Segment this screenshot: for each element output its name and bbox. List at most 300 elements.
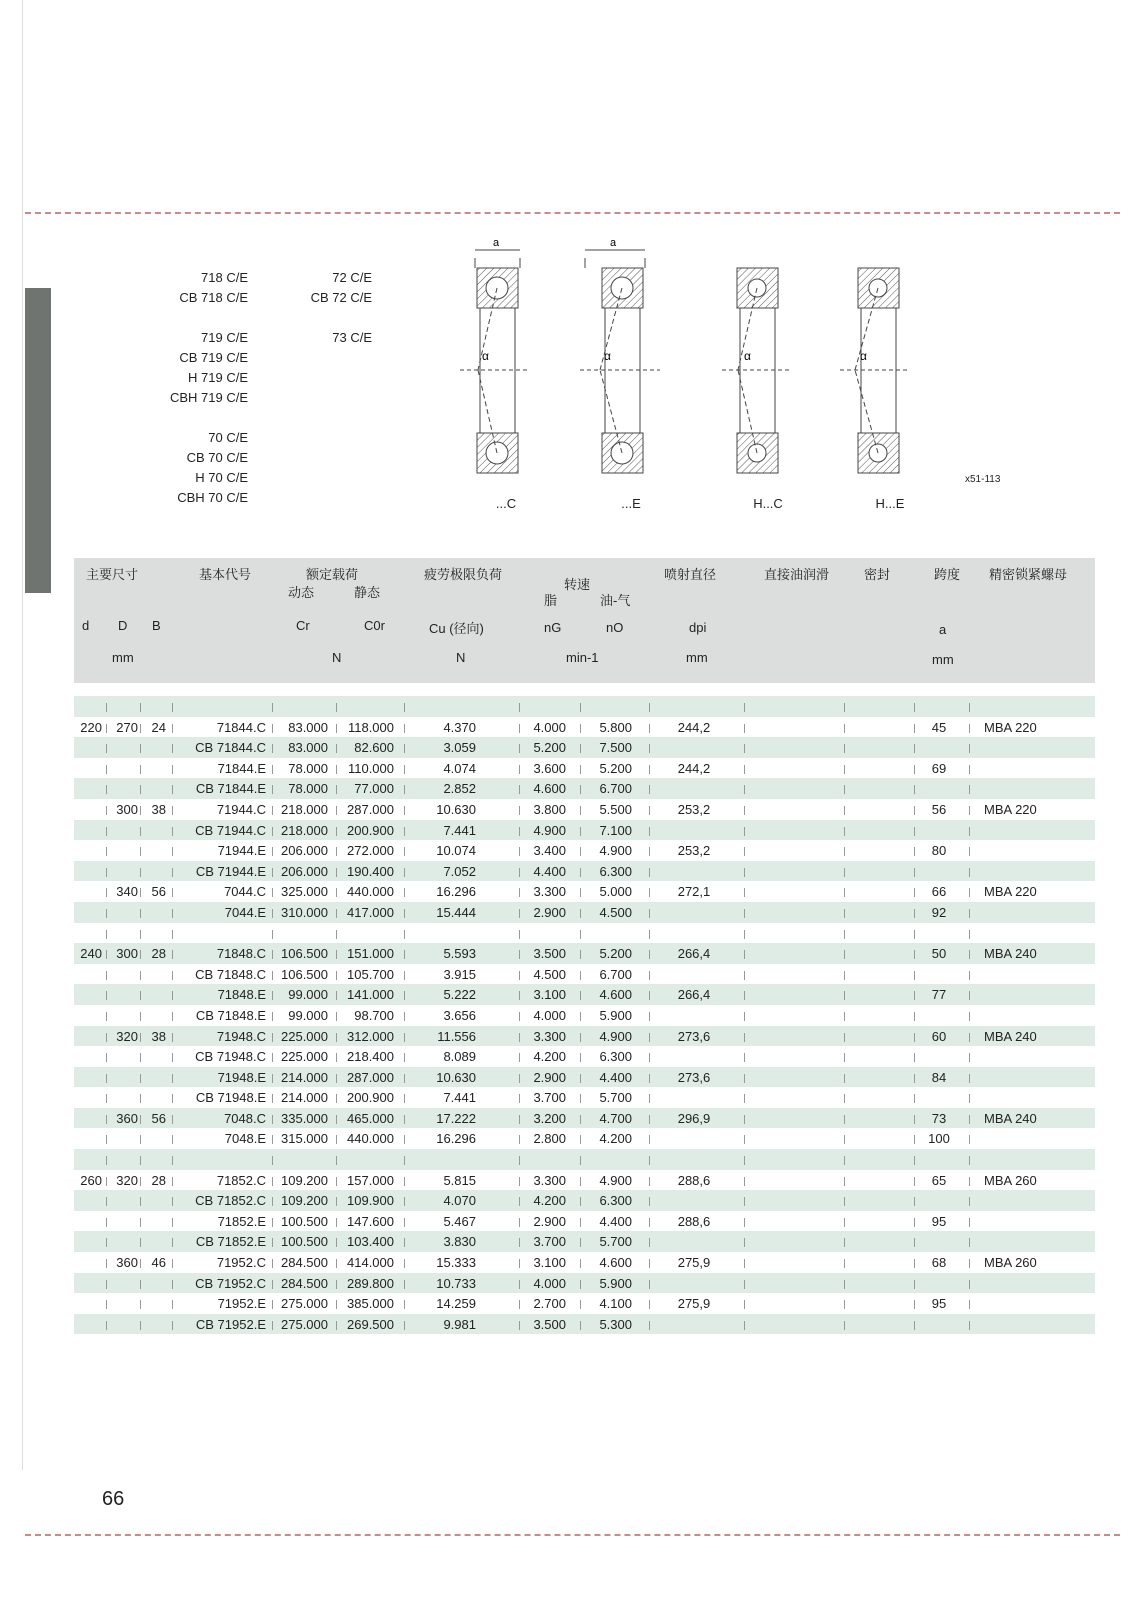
column-tick xyxy=(336,785,337,794)
diagram-label-hc: H...C xyxy=(753,496,783,511)
hdr-unit-min: min-1 xyxy=(566,650,599,665)
cell-a: 65 xyxy=(931,1172,947,1188)
series-item: CB 70 C/E xyxy=(186,450,248,465)
column-tick xyxy=(914,1074,915,1083)
hdr-spray-dia: 喷射直径 xyxy=(664,567,717,582)
column-tick xyxy=(744,1321,745,1330)
cell-a: 45 xyxy=(931,719,947,735)
column-tick xyxy=(272,1156,273,1165)
column-tick xyxy=(140,868,141,877)
cell-cr: 275.000 xyxy=(281,1296,328,1312)
cell-no: 5.300 xyxy=(599,1316,632,1332)
column-tick xyxy=(649,1053,650,1062)
cell-ng: 4.000 xyxy=(533,1275,566,1291)
column-tick xyxy=(336,1321,337,1330)
column-tick xyxy=(649,1115,650,1124)
column-tick xyxy=(744,1053,745,1062)
hdr-a: a xyxy=(939,622,947,637)
cell-cr: 206.000 xyxy=(281,863,328,879)
cell-D: 270 xyxy=(116,719,138,735)
column-tick xyxy=(969,1012,970,1021)
cell-ng: 2.700 xyxy=(533,1296,566,1312)
column-tick xyxy=(844,991,845,1000)
cell-cr: 78.000 xyxy=(288,760,328,776)
column-tick xyxy=(744,765,745,774)
column-tick xyxy=(404,930,405,939)
column-tick xyxy=(969,1300,970,1309)
cell-cr: 83.000 xyxy=(288,719,328,735)
cell-cu: 10.630 xyxy=(436,801,476,817)
column-tick xyxy=(519,950,520,959)
bearing-table xyxy=(74,696,1095,1334)
cell-code: CB 71844.E xyxy=(195,781,266,797)
column-tick xyxy=(140,724,141,733)
cell-cr: 109.200 xyxy=(281,1172,328,1188)
cell-no: 6.700 xyxy=(599,966,632,982)
table-row xyxy=(74,820,1095,841)
column-tick xyxy=(649,1074,650,1083)
cell-D: 300 xyxy=(116,801,138,817)
bearing-diagrams xyxy=(460,238,1020,488)
column-tick xyxy=(106,765,107,774)
column-tick xyxy=(969,909,970,918)
column-tick xyxy=(580,1115,581,1124)
cell-c0r: 289.800 xyxy=(347,1275,394,1291)
column-tick xyxy=(844,1300,845,1309)
cell-cu: 8.089 xyxy=(443,1049,476,1065)
column-tick xyxy=(172,888,173,897)
column-tick xyxy=(336,1218,337,1227)
column-tick xyxy=(404,1238,405,1247)
column-tick xyxy=(172,930,173,939)
column-tick xyxy=(914,1177,915,1186)
bearing-diagram-c xyxy=(460,250,530,473)
table-row xyxy=(74,1046,1095,1067)
cell-c0r: 109.900 xyxy=(347,1193,394,1209)
bearing-diagram-hc xyxy=(722,268,790,473)
column-tick xyxy=(744,724,745,733)
column-tick xyxy=(914,703,915,712)
column-tick xyxy=(580,1053,581,1062)
cell-no: 4.700 xyxy=(599,1110,632,1126)
column-tick xyxy=(106,785,107,794)
column-tick xyxy=(519,744,520,753)
column-tick xyxy=(140,1321,141,1330)
column-tick xyxy=(519,765,520,774)
cell-cu: 10.074 xyxy=(436,843,476,859)
column-tick xyxy=(969,703,970,712)
cell-ng: 4.200 xyxy=(533,1049,566,1065)
cell-no: 6.300 xyxy=(599,1193,632,1209)
column-tick xyxy=(649,1012,650,1021)
table-row xyxy=(74,964,1095,985)
cell-D: 360 xyxy=(116,1110,138,1126)
cell-c0r: 105.700 xyxy=(347,966,394,982)
column-tick xyxy=(172,1197,173,1206)
cell-ng: 3.100 xyxy=(533,1255,566,1271)
table-row xyxy=(74,737,1095,758)
column-tick xyxy=(914,744,915,753)
hdr-base-code: 基本代号 xyxy=(199,567,252,582)
cell-c0r: 190.400 xyxy=(347,863,394,879)
cell-cu: 11.556 xyxy=(437,1028,476,1044)
cell-no: 4.600 xyxy=(599,1255,632,1271)
column-tick xyxy=(969,806,970,815)
column-tick xyxy=(914,909,915,918)
column-tick xyxy=(744,1177,745,1186)
column-tick xyxy=(404,744,405,753)
column-tick xyxy=(404,1259,405,1268)
cell-cu: 10.630 xyxy=(436,1069,476,1085)
column-tick xyxy=(844,1321,845,1330)
column-tick xyxy=(140,1115,141,1124)
column-tick xyxy=(649,1321,650,1330)
hdr-unit-mm2: mm xyxy=(686,650,708,665)
column-tick xyxy=(404,806,405,815)
column-tick xyxy=(172,1280,173,1289)
column-tick xyxy=(744,1115,745,1124)
cell-no: 4.900 xyxy=(599,1028,632,1044)
cell-no: 5.800 xyxy=(599,719,632,735)
column-tick xyxy=(404,1115,405,1124)
column-tick xyxy=(519,868,520,877)
cell-B: 28 xyxy=(151,1172,166,1188)
cell-cu: 4.370 xyxy=(443,719,476,735)
table-row xyxy=(74,1293,1095,1314)
column-tick xyxy=(404,1135,405,1144)
column-tick xyxy=(744,1033,745,1042)
column-tick xyxy=(744,930,745,939)
cell-ng: 3.700 xyxy=(533,1090,566,1106)
cell-code: 71848.C xyxy=(216,946,266,962)
column-tick xyxy=(519,1197,520,1206)
cell-cr: 225.000 xyxy=(281,1028,328,1044)
column-tick xyxy=(649,950,650,959)
column-tick xyxy=(106,950,107,959)
cell-cu: 5.593 xyxy=(443,946,476,962)
cell-cr: 335.000 xyxy=(281,1110,328,1126)
cell-a: 77 xyxy=(931,987,947,1003)
diagram-label-he: H...E xyxy=(875,496,905,511)
cell-B: 38 xyxy=(151,1028,166,1044)
column-tick xyxy=(519,1012,520,1021)
cell-c0r: 287.000 xyxy=(347,801,394,817)
column-tick xyxy=(519,1033,520,1042)
column-tick xyxy=(844,785,845,794)
column-tick xyxy=(844,971,845,980)
column-tick xyxy=(519,1321,520,1330)
column-tick xyxy=(914,724,915,733)
column-tick xyxy=(106,1259,107,1268)
column-tick xyxy=(649,1177,650,1186)
cell-ng: 4.200 xyxy=(533,1193,566,1209)
column-tick xyxy=(404,1053,405,1062)
column-tick xyxy=(914,1321,915,1330)
column-tick xyxy=(969,1135,970,1144)
column-tick xyxy=(140,971,141,980)
cell-D: 320 xyxy=(116,1028,138,1044)
column-tick xyxy=(519,991,520,1000)
table-row xyxy=(74,1231,1095,1252)
column-tick xyxy=(336,724,337,733)
cell-code: 71844.C xyxy=(216,719,266,735)
cell-ng: 3.500 xyxy=(533,1316,566,1332)
cell-c0r: 440.000 xyxy=(347,884,394,900)
column-tick xyxy=(914,1280,915,1289)
hdr-unit-n2: N xyxy=(456,650,466,665)
column-tick xyxy=(140,991,141,1000)
column-tick xyxy=(519,724,520,733)
column-tick xyxy=(580,930,581,939)
column-tick xyxy=(969,1238,970,1247)
cell-a: 84 xyxy=(931,1069,947,1085)
table-row xyxy=(74,1149,1095,1170)
bearing-diagram-he xyxy=(840,268,910,473)
alpha-label-2: α xyxy=(604,349,611,363)
dim-a-label-2: a xyxy=(610,238,617,249)
column-tick xyxy=(336,888,337,897)
sidebar-tab xyxy=(25,288,51,593)
column-tick xyxy=(172,806,173,815)
column-tick xyxy=(914,1012,915,1021)
column-tick xyxy=(106,1135,107,1144)
column-tick xyxy=(336,1177,337,1186)
column-tick xyxy=(649,991,650,1000)
cell-D: 360 xyxy=(116,1255,138,1271)
cell-code: CB 71952.E xyxy=(195,1316,266,1332)
cell-cu: 4.070 xyxy=(443,1193,476,1209)
column-tick xyxy=(649,971,650,980)
cell-B: 28 xyxy=(151,946,166,962)
column-tick xyxy=(172,703,173,712)
column-tick xyxy=(404,1094,405,1103)
column-tick xyxy=(140,888,141,897)
cell-code: 71944.C xyxy=(216,801,266,817)
column-tick xyxy=(649,724,650,733)
column-tick xyxy=(140,1156,141,1165)
column-tick xyxy=(106,724,107,733)
column-tick xyxy=(404,1300,405,1309)
column-tick xyxy=(404,847,405,856)
cell-dpi: 275,9 xyxy=(677,1296,711,1312)
column-tick xyxy=(844,1197,845,1206)
cell-a: 68 xyxy=(931,1255,947,1271)
column-tick xyxy=(404,1177,405,1186)
column-tick xyxy=(336,1238,337,1247)
column-tick xyxy=(140,827,141,836)
cell-B: 38 xyxy=(151,801,166,817)
column-tick xyxy=(172,1053,173,1062)
column-tick xyxy=(844,1115,845,1124)
cell-cu: 16.296 xyxy=(436,884,476,900)
column-tick xyxy=(140,1053,141,1062)
cell-ng: 3.300 xyxy=(533,1172,566,1188)
hdr-D: D xyxy=(118,618,128,633)
column-tick xyxy=(106,1177,107,1186)
column-tick xyxy=(844,724,845,733)
cell-cu: 3.656 xyxy=(443,1007,476,1023)
column-tick xyxy=(914,1135,915,1144)
column-tick xyxy=(649,909,650,918)
cell-cr: 225.000 xyxy=(281,1049,328,1065)
cell-dpi: 253,2 xyxy=(677,801,711,817)
cell-c0r: 287.000 xyxy=(347,1069,394,1085)
column-tick xyxy=(519,930,520,939)
cell-code: 71952.E xyxy=(217,1296,266,1312)
cell-D: 300 xyxy=(116,946,138,962)
column-tick xyxy=(969,930,970,939)
column-tick xyxy=(140,1300,141,1309)
column-tick xyxy=(744,1197,745,1206)
column-tick xyxy=(580,744,581,753)
column-tick xyxy=(172,1238,173,1247)
page-number: 66 xyxy=(102,1488,125,1510)
table-row xyxy=(74,778,1095,799)
table-row xyxy=(74,1252,1095,1273)
column-tick xyxy=(106,909,107,918)
hdr-seal: 密封 xyxy=(864,567,891,582)
column-tick xyxy=(914,1115,915,1124)
cell-cu: 15.444 xyxy=(436,904,476,920)
column-tick xyxy=(649,1300,650,1309)
column-tick xyxy=(404,1033,405,1042)
column-tick xyxy=(106,847,107,856)
cell-no: 5.200 xyxy=(599,760,632,776)
cell-cu: 10.733 xyxy=(436,1275,476,1291)
cell-code: CB 71848.C xyxy=(195,966,266,982)
cell-no: 4.200 xyxy=(599,1131,632,1147)
column-tick xyxy=(649,703,650,712)
cell-nut: MBA 260 xyxy=(984,1255,1037,1271)
column-tick xyxy=(106,868,107,877)
cell-cr: 284.500 xyxy=(281,1275,328,1291)
column-tick xyxy=(336,765,337,774)
column-tick xyxy=(969,765,970,774)
cell-c0r: 110.000 xyxy=(347,760,394,776)
column-tick xyxy=(844,930,845,939)
cell-cu: 17.222 xyxy=(436,1110,476,1126)
column-tick xyxy=(969,950,970,959)
column-tick xyxy=(404,1074,405,1083)
series-item: 718 C/E xyxy=(201,270,248,285)
column-tick xyxy=(580,1259,581,1268)
column-tick xyxy=(336,1300,337,1309)
cell-nut: MBA 240 xyxy=(984,1110,1037,1126)
cell-cr: 106.500 xyxy=(281,966,328,982)
column-tick xyxy=(914,827,915,836)
cell-dpi: 288,6 xyxy=(677,1213,711,1229)
column-tick xyxy=(140,1280,141,1289)
cell-ng: 4.900 xyxy=(533,822,566,838)
column-tick xyxy=(172,827,173,836)
column-tick xyxy=(404,1321,405,1330)
column-tick xyxy=(106,1094,107,1103)
column-tick xyxy=(336,971,337,980)
column-tick xyxy=(336,847,337,856)
cell-code: 71852.C xyxy=(216,1172,266,1188)
cell-c0r: 269.500 xyxy=(347,1316,394,1332)
cell-cr: 218.000 xyxy=(281,822,328,838)
cell-no: 7.500 xyxy=(599,740,632,756)
cell-cr: 325.000 xyxy=(281,884,328,900)
column-tick xyxy=(140,950,141,959)
column-tick xyxy=(969,1115,970,1124)
column-tick xyxy=(172,991,173,1000)
cell-code: 7044.E xyxy=(224,904,266,920)
column-tick xyxy=(844,888,845,897)
column-tick xyxy=(580,847,581,856)
column-tick xyxy=(914,991,915,1000)
column-tick xyxy=(140,1238,141,1247)
column-tick xyxy=(336,1033,337,1042)
column-tick xyxy=(336,1156,337,1165)
cell-c0r: 151.000 xyxy=(347,946,394,962)
hdr-c0r: C0r xyxy=(364,618,385,633)
column-tick xyxy=(914,930,915,939)
cell-c0r: 465.000 xyxy=(347,1110,394,1126)
cell-no: 4.900 xyxy=(599,1172,632,1188)
hdr-speed: 转速 xyxy=(564,577,591,592)
cell-cr: 310.000 xyxy=(281,904,328,920)
column-tick xyxy=(172,950,173,959)
hdr-span: 跨度 xyxy=(934,567,961,582)
column-tick xyxy=(172,847,173,856)
column-tick xyxy=(844,847,845,856)
column-tick xyxy=(649,868,650,877)
column-tick xyxy=(519,703,520,712)
column-tick xyxy=(914,888,915,897)
cell-no: 4.100 xyxy=(599,1296,632,1312)
table-row xyxy=(74,1170,1095,1191)
column-tick xyxy=(914,806,915,815)
column-tick xyxy=(744,1156,745,1165)
column-tick xyxy=(519,1135,520,1144)
column-tick xyxy=(744,785,745,794)
column-tick xyxy=(744,1074,745,1083)
column-tick xyxy=(844,1053,845,1062)
series-item: CB 718 C/E xyxy=(179,290,248,305)
cell-a: 50 xyxy=(931,946,947,962)
column-tick xyxy=(914,1259,915,1268)
cell-c0r: 157.000 xyxy=(347,1172,394,1188)
cell-no: 5.000 xyxy=(599,884,632,900)
column-tick xyxy=(106,1012,107,1021)
cell-cr: 218.000 xyxy=(281,801,328,817)
cell-no: 5.500 xyxy=(599,801,632,817)
series-item: 70 C/E xyxy=(208,430,248,445)
column-tick xyxy=(649,1218,650,1227)
bottom-dashed-divider xyxy=(25,1534,1120,1536)
cell-c0r: 218.400 xyxy=(347,1049,394,1065)
column-tick xyxy=(969,827,970,836)
cell-a: 100 xyxy=(928,1131,950,1147)
column-tick xyxy=(844,950,845,959)
column-tick xyxy=(649,1156,650,1165)
column-tick xyxy=(404,765,405,774)
table-row xyxy=(74,717,1095,738)
cell-c0r: 118.000 xyxy=(347,719,394,735)
alpha-label-1: α xyxy=(482,349,489,363)
column-tick xyxy=(649,1033,650,1042)
column-tick xyxy=(106,1280,107,1289)
table-row xyxy=(74,1087,1095,1108)
cell-no: 6.300 xyxy=(599,863,632,879)
cell-c0r: 82.600 xyxy=(354,740,394,756)
cell-code: 7048.E xyxy=(224,1131,266,1147)
hdr-cu: Cu (径向) xyxy=(429,621,484,636)
cell-D: 340 xyxy=(116,884,138,900)
cell-cu: 3.059 xyxy=(443,740,476,756)
